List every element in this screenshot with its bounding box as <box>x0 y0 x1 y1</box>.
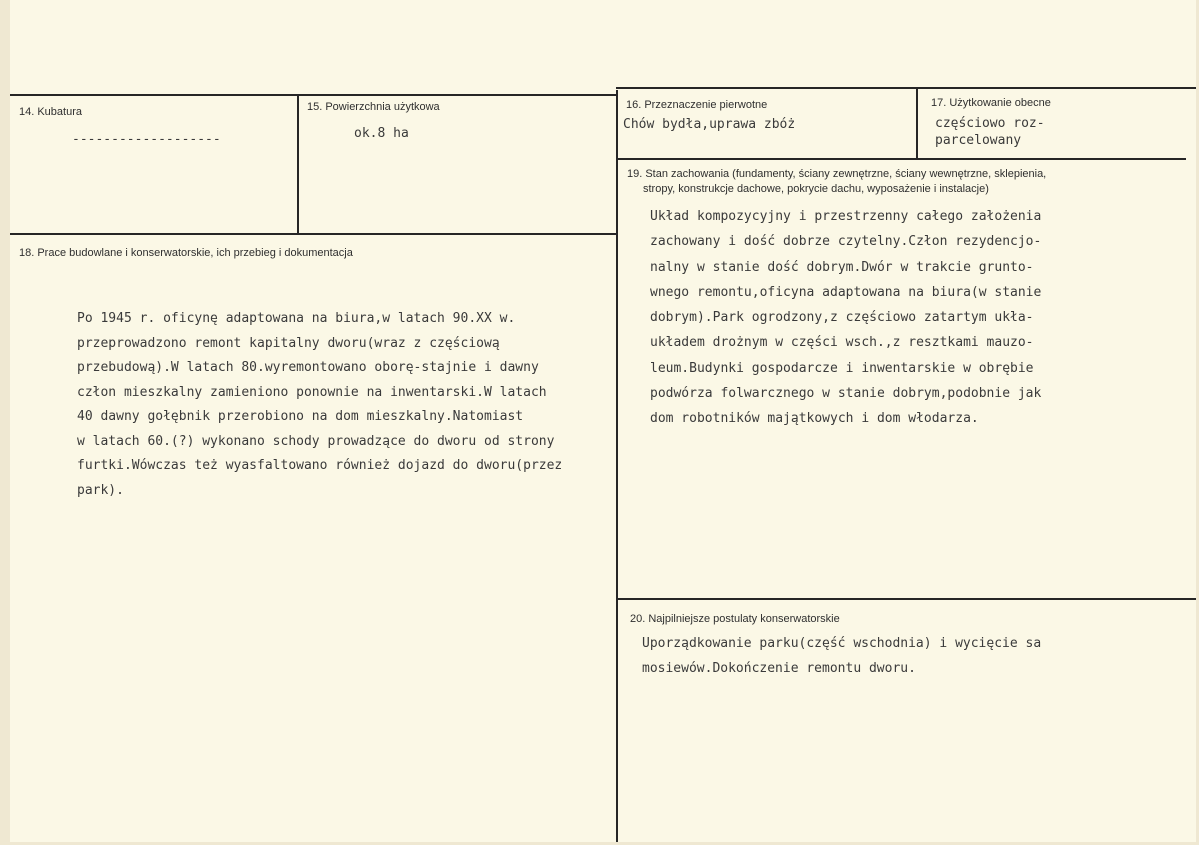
field-14-label: 14. Kubatura <box>19 106 82 118</box>
text-line: parcelowany <box>935 133 1022 148</box>
text-line: wnego remontu,oficyna adaptowana na biura(w stanie <box>650 284 1042 300</box>
text-line: dobrym).Park ogrodzony,z częściowo zatartym ukła- <box>650 310 1034 326</box>
text-line: Układ kompozycyjny i przestrzenny całego założenia <box>650 209 1042 224</box>
text-line: Po 1945 r. oficynę adaptowana na biura,w latach 90.XX w. <box>77 311 516 326</box>
top-rule-right <box>616 87 1196 89</box>
field-18-text <box>77 311 562 507</box>
top-rule <box>10 94 616 96</box>
text-line: dom robotników majątkowych i dom włodarza. <box>650 411 979 427</box>
field-15-label: 15. Powierzchnia użytkowa <box>307 101 440 113</box>
text-line: mosiewów.Dokończenie remontu dworu. <box>642 661 916 676</box>
field-19-label: 19. Stan zachowania (fundamenty, ściany zewnętrzne, ściany wewnętrzne, sklepienia, <box>627 168 1047 180</box>
text-line: park). <box>77 482 124 498</box>
text-line: w latach 60.(?) wykonano schody prowadzące do dworu od strony <box>77 433 555 449</box>
divider-14-15 <box>297 94 299 234</box>
inventory-card <box>10 0 1196 842</box>
field-19-text <box>650 209 1041 437</box>
field-18-label: 18. Prace budowlane i konserwatorskie, ich przebieg i dokumentacja <box>19 247 353 259</box>
field-20-label: 20. Najpilniejsze postulaty konserwatorskie <box>630 613 840 625</box>
text-line: przeprowadzono remont kapitalny dworu(wraz z częściową <box>77 335 500 351</box>
text-line: częściowo roz- <box>935 116 1045 131</box>
text-line: nalny w stanie dość dobrym.Dwór w trakcie grunto- <box>650 259 1034 275</box>
text-line: 40 dawny gołębnik przerobiono na dom mieszkalny.Natomiast <box>77 409 524 424</box>
rule-above-20 <box>616 598 1196 600</box>
text-line: leum.Budynki gospodarcze i inwentarskie w obrębie <box>650 360 1034 376</box>
field-17-value <box>935 116 1045 150</box>
text-line: przebudową).W latach 80.wyremontowano oborę-stajnie i dawny <box>77 360 539 375</box>
main-vertical-divider <box>616 90 618 842</box>
field-15-value: ok.8 ha <box>354 126 409 141</box>
field-16-value: Chów bydła,uprawa zbóż <box>623 117 796 132</box>
field-19-label-cont: stropy, konstrukcje dachowe, pokrycie dachu, wyposażenie i instalacje) <box>643 183 989 195</box>
divider-16-17 <box>916 88 918 160</box>
rule-below-16-17 <box>616 158 1186 160</box>
text-line: układem drożnym w części wsch.,z resztkami mauzo- <box>650 335 1034 351</box>
field-16-label: 16. Przeznaczenie pierwotne <box>626 99 768 111</box>
field-17-label: 17. Użytkowanie obecne <box>931 97 1051 109</box>
rule-below-14-15 <box>10 233 616 235</box>
text-line: podwórza folwarcznego w stanie dobrym,podobnie jak <box>650 386 1042 402</box>
field-20-text <box>642 636 1041 686</box>
text-line: Uporządkowanie parku(część wschodnia) i wycięcie sa <box>642 636 1042 651</box>
text-line: furtki.Wówczas też wyasfaltowano również dojazd do dworu(przez <box>77 458 563 473</box>
text-line: zachowany i dość dobrze czytelny.Człon rezydencjo- <box>650 234 1042 250</box>
text-line: człon mieszkalny zamieniono ponownie na inwentarski.W latach <box>77 384 547 400</box>
field-14-value: ------------------- <box>72 132 221 147</box>
